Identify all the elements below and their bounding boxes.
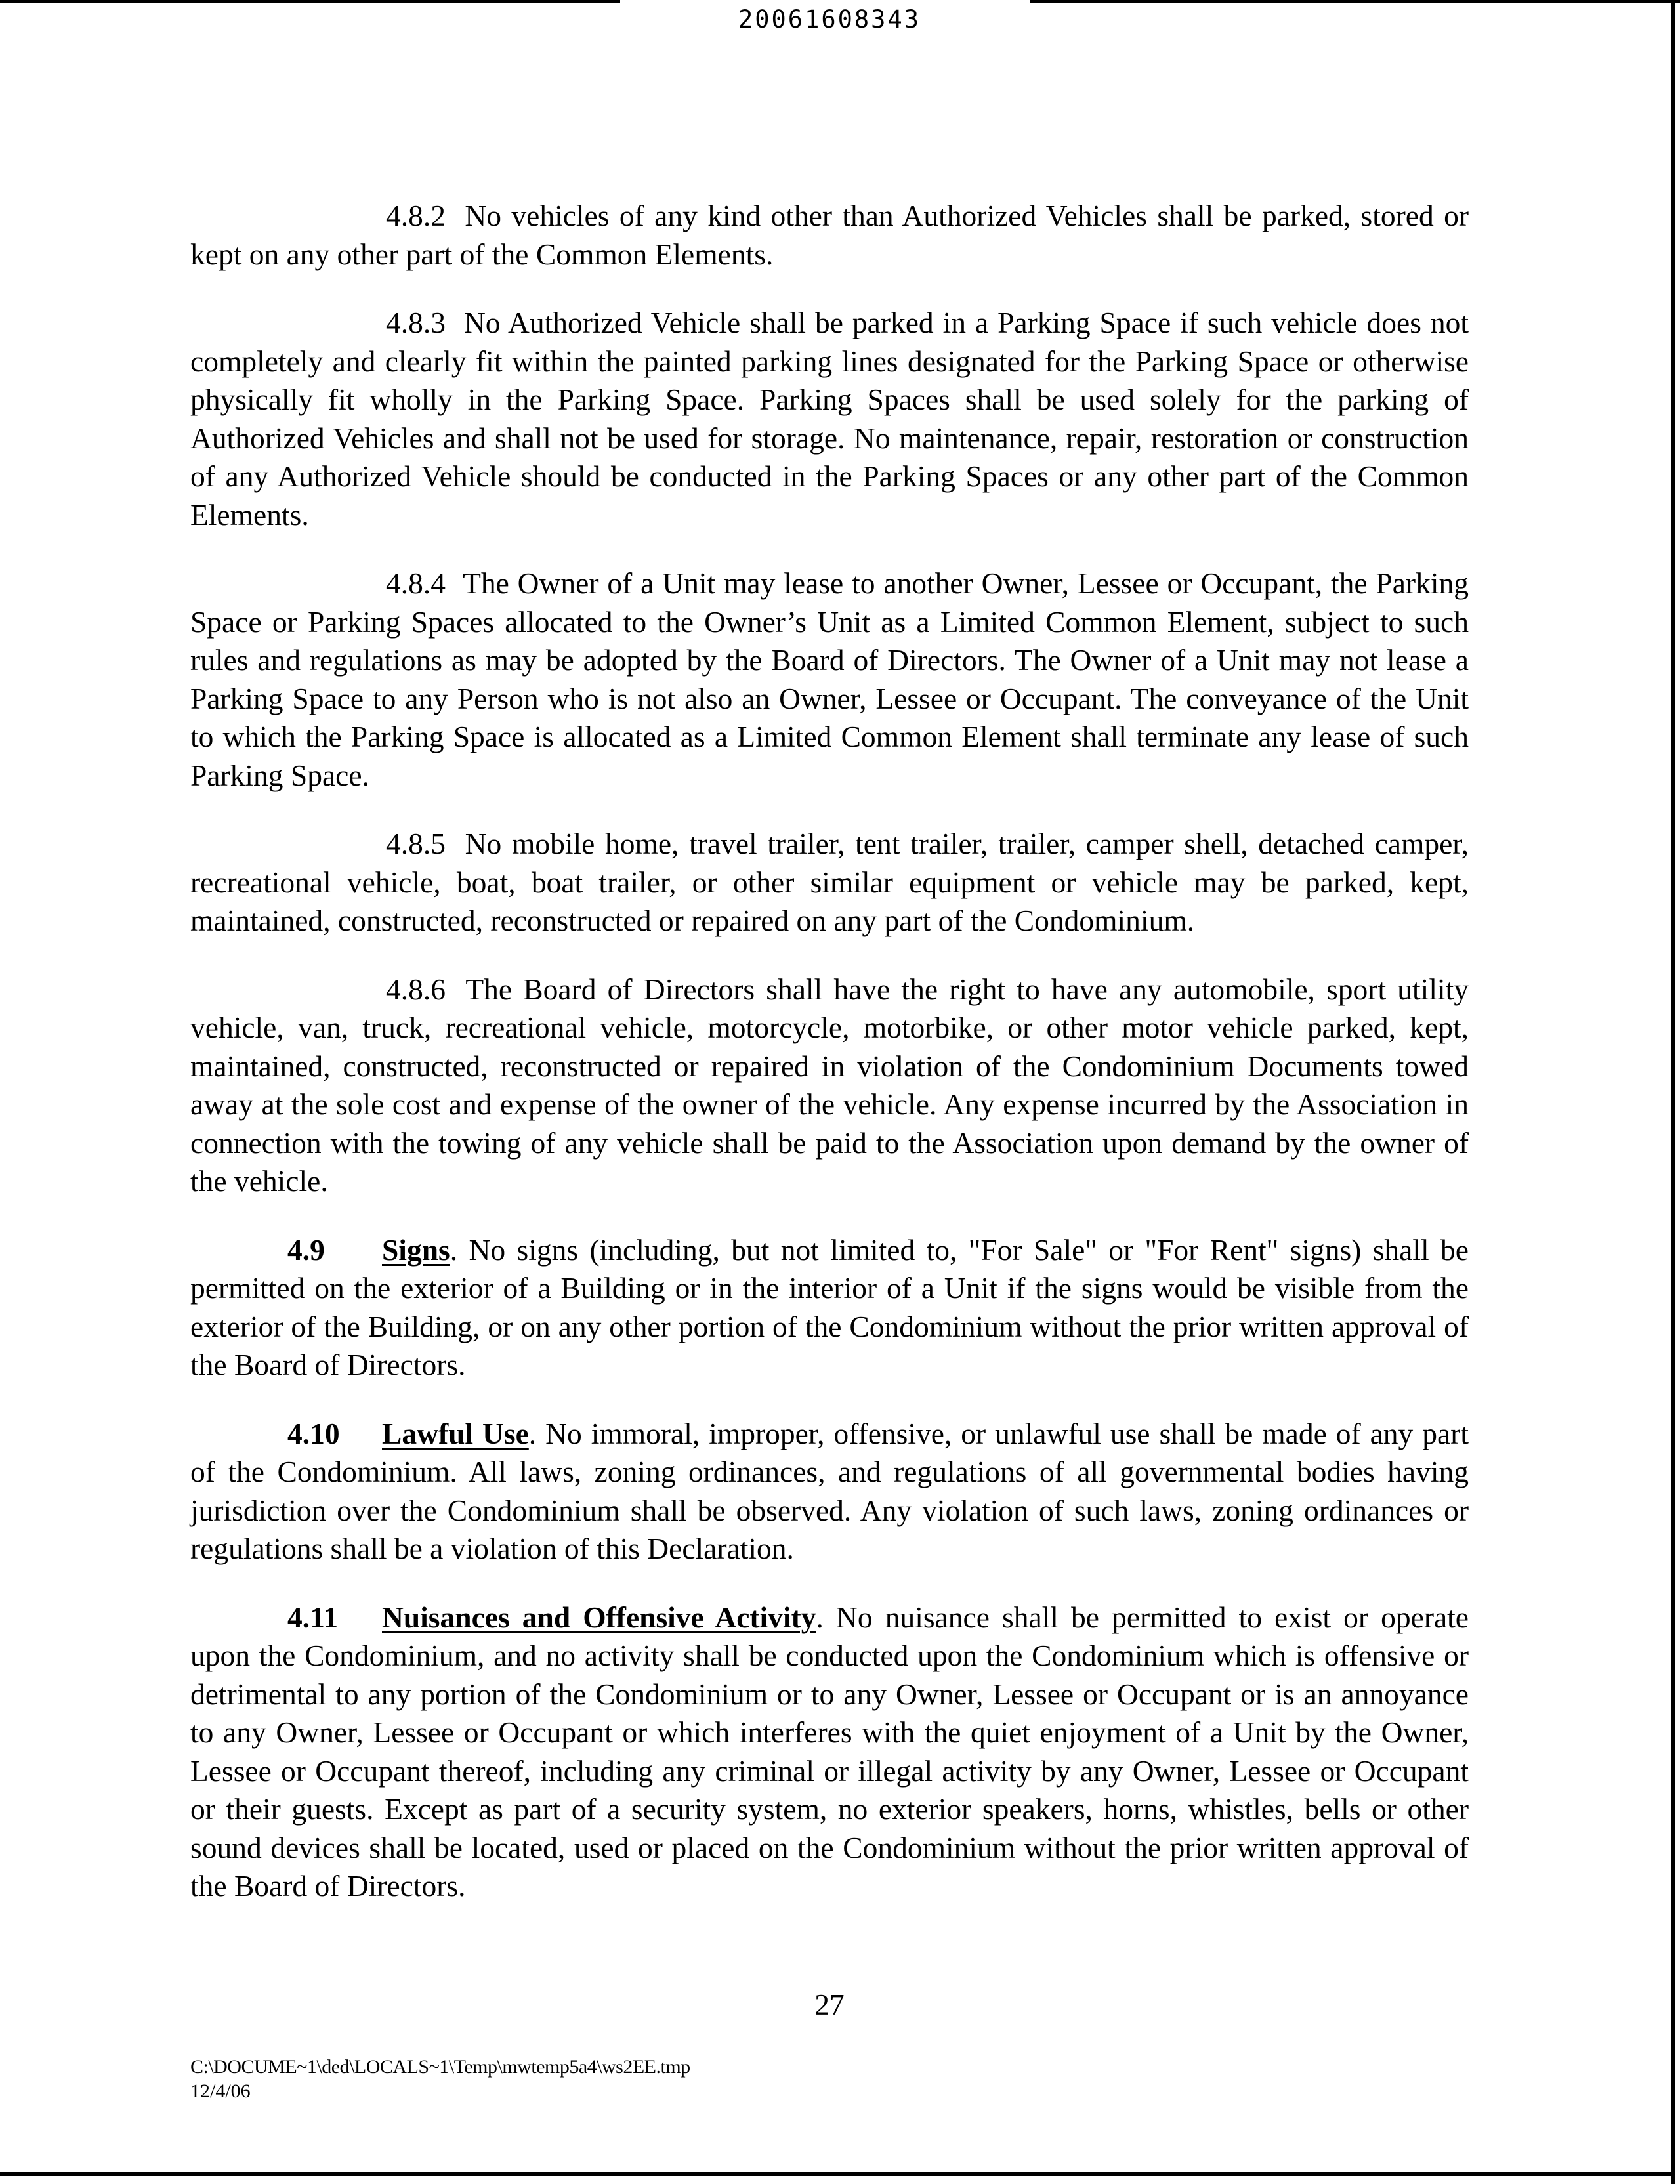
section-text: No signs (including, but not limited to, "For Sale" or "For Rent" signs) shall be permitted on the exterior of a Building or in the interior of a Unit if the signs would be visible from the exterior of the Building, or on any other portion of the Condominium without the prior written approval of the Board of Directors. <box>190 1232 1469 1381</box>
paragraph-text: No Authorized Vehicle shall be parked in a Parking Space if such vehicle does not completely and clearly fit within the painted parking lines designated for the Parking Space or otherwise physically fit wholly in the Parking Space. Parking Spaces shall be used solely for the parking of Authorized Vehicles and shall not be used for storage. No maintenance, repair, restoration or construction of any Authorized Vehicle should be conducted in the Parking Spaces or any other part of the Common Elements. <box>190 306 1469 532</box>
scan-border-right <box>1671 0 1675 2184</box>
scan-border-bottom <box>0 2172 1675 2176</box>
paragraph-number: 4.8.2 <box>386 199 446 232</box>
page-number: 27 <box>814 1988 845 2021</box>
section-4-10: 4.10 Lawful Use. No immoral, improper, offensive, or unlawful use shall be made of any part of the Condominium. All laws, zoning ordinances, and regulations of all governmental bodies having jurisdiction over the Condominium shall be observed. Any violation of such laws, zoning ordinances or regulations shall be a violation of this Declaration. <box>190 1415 1469 1568</box>
paragraph-4-8-2 <box>190 197 1469 274</box>
section-title: Nuisances and Offensive Activity <box>382 1600 816 1634</box>
paragraph-number: 4.8.4 <box>386 566 446 600</box>
document-number: 20061608343 <box>738 5 921 33</box>
paragraph-number: 4.8.3 <box>386 306 446 339</box>
paragraph-text: The Board of Directors shall have the right to have any automobile, sport utility vehicle, van, truck, recreational vehicle, motorcycle, motorbike, or other motor vehicle parked, kept, maintained, constructed, reconstructed or repaired in violation of the Condominium Documents towed away at the sole cost and expense of the owner of the vehicle. Any expense incurred by the Association in connection with the towing of any vehicle shall be paid to the Association upon demand by the owner of the vehicle. <box>190 972 1469 1198</box>
section-text: No nuisance shall be permitted to exist or operate upon the Condominium, and no activity shall be conducted upon the Condominium which is offensive or detrimental to any portion of the Condominium or to any Owner, Lessee or Occupant or is an annoyance to any Owner, Lessee or Occupant or which interferes with the quiet enjoyment of a Unit by the Owner, Lessee or Occupant thereof, including any criminal or illegal activity by any Owner, Lessee or Occupant or their guests. Except as part of a security system, no exterior speakers, horns, whistles, bells or other sound devices shall be located, used or placed on the Condominium without the prior written approval of the Board of Directors. <box>190 1600 1469 1902</box>
paragraph-text: The Owner of a Unit may lease to another Owner, Lessee or Occupant, the Parking Space or Parking Spaces allocated to the Owner’s Unit as a Limited Common Element, subject to such rules and regulations as may be adopted by the Board of Directors. The Owner of a Unit may not lease a Parking Space to any Person who is not also an Owner, Lessee or Occupant. The conveyance of the Unit to which the Parking Space is allocated as a Limited Common Element shall terminate any lease of such Parking Space. <box>190 566 1469 792</box>
footer-date: 12/4/06 <box>190 2080 251 2102</box>
paragraph-number: 4.8.6 <box>386 972 446 1006</box>
section-number: 4.9 <box>287 1232 325 1267</box>
paragraph-text: No vehicles of any kind other than Authorized Vehicles shall be parked, stored or kept on any other part of the Common Elements. <box>190 199 1469 271</box>
section-title: Lawful Use <box>382 1416 529 1450</box>
section-title: Signs <box>382 1232 450 1267</box>
paragraph-4-8-3 <box>190 304 1469 534</box>
paragraph-4-8-5 <box>190 825 1469 940</box>
scan-border-top-left <box>0 0 620 3</box>
paragraph-4-8-6 <box>190 971 1469 1201</box>
document-body <box>190 197 1469 1936</box>
section-4-11: 4.11 Nuisances and Offensive Activity. No nuisance shall be permitted to exist or operate upon the Condominium, and no activity shall be conducted upon the Condominium which is offensive or detrimental to any portion of the Condominium or to any Owner, Lessee or Occupant or is an annoyance to any Owner, Lessee or Occupant or which interferes with the quiet enjoyment of a Unit by the Owner, Lessee or Occupant thereof, including any criminal or illegal activity by any Owner, Lessee or Occupant or their guests. Except as part of a security system, no exterior speakers, horns, whistles, bells or other sound devices shall be located, used or placed on the Condominium without the prior written approval of the Board of Directors. <box>190 1599 1469 1906</box>
section-text: No immoral, improper, offensive, or unlawful use shall be made of any part of the Condominium. All laws, zoning ordinances, and regulations of all governmental bodies having jurisdiction over the Condominium shall be observed. Any violation of such laws, zoning ordinances or regulations shall be a violation of this Declaration. <box>190 1416 1469 1565</box>
scan-border-top-right <box>1030 0 1680 3</box>
section-number: 4.10 <box>287 1416 340 1450</box>
footer-file-path: C:\DOCUME~1\ded\LOCALS~1\Temp\mwtemp5a4\ws2EE.tmp <box>190 2056 690 2078</box>
paragraph-4-8-4 <box>190 564 1469 795</box>
paragraph-number: 4.8.5 <box>386 827 446 860</box>
section-number: 4.11 <box>287 1600 339 1634</box>
paragraph-text: No mobile home, travel trailer, tent trailer, trailer, camper shell, detached camper, recreational vehicle, boat, boat trailer, or other similar equipment or vehicle may be parked, kept, maintained, constructed, reconstructed or repaired on any part of the Condominium. <box>190 827 1469 937</box>
section-4-9: 4.9 Signs. No signs (including, but not limited to, "For Sale" or "For Rent" signs) shall be permitted on the exterior of a Building or in the interior of a Unit if the signs would be visible from the exterior of the Building, or on any other portion of the Condominium without the prior written approval of the Board of Directors. <box>190 1231 1469 1385</box>
